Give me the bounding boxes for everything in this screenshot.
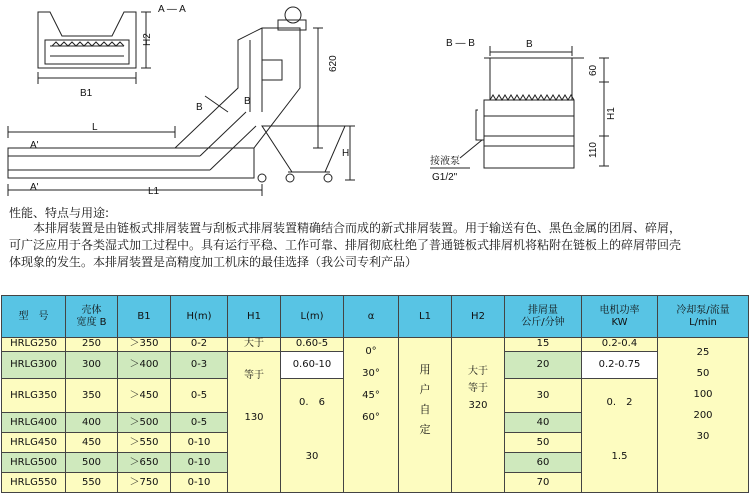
cell-model: HRLG450: [2, 433, 66, 453]
pump-label: 接液泵: [430, 156, 460, 167]
technical-drawing: [0, 0, 689, 200]
cell-h1-a: 大于: [228, 338, 281, 352]
cell-capacity: 70: [505, 473, 582, 493]
cell-width: 350: [66, 379, 118, 413]
dim-b1: B1: [80, 88, 93, 99]
table-row: [2, 338, 749, 352]
table-header-row: [2, 296, 749, 338]
cell-b1: ＞650: [118, 453, 171, 473]
dim-l1: L1: [148, 186, 160, 197]
spec-table: [1, 295, 749, 493]
cell-b1: ＞750: [118, 473, 171, 493]
cell-model: HRLG500: [2, 453, 66, 473]
header-power: 电机功率 KW: [582, 296, 658, 338]
header-h1: H1: [228, 296, 281, 338]
header-b1: B1: [118, 296, 171, 338]
cell-capacity: 15: [505, 338, 582, 352]
section-mark-a-bottom: A': [30, 182, 39, 193]
cell-l-1: 0.60-5: [281, 338, 344, 352]
dim-h1: H1: [606, 107, 617, 120]
cell-b1: ＞500: [118, 413, 171, 433]
intro-title: 性能、特点与用途:: [9, 206, 110, 220]
dim-h2: H2: [142, 33, 153, 46]
cell-b1: ＞550: [118, 433, 171, 453]
cell-h2: 大于 等于 320: [452, 338, 505, 493]
intro-body: 本排屑装置是由链板式排屑装置与刮板式排屑装置精确结合而成的新式排屑装置。用于输送有色、黑色金属的团屑、碎屑，可广泛应用于各类湿式加工过程中。具有运行平稳、工作可靠、排屑彻底杜绝了普通链板式排屑机将粘附在链板上的碎屑带回壳体现象的发生。本排屑装置是高精度加工机床的最佳选择（我公司专利产品）: [9, 221, 682, 269]
cell-capacity: 40: [505, 413, 582, 433]
cell-width: 550: [66, 473, 118, 493]
cell-h: 0-5: [171, 413, 228, 433]
cell-l1: 用 户 自 定: [399, 338, 452, 493]
header-width: 壳体 宽度 B: [66, 296, 118, 338]
header-pump: 冷却泵/流量 L/min: [658, 296, 749, 338]
cell-h: 0-2: [171, 338, 228, 352]
header-alpha: α: [344, 296, 399, 338]
header-l: L(m): [281, 296, 344, 338]
section-mark-b-2: B: [244, 96, 251, 107]
header-l1: L1: [399, 296, 452, 338]
cell-model: HRLG350: [2, 379, 66, 413]
cell-width: 450: [66, 433, 118, 453]
cell-model: HRLG400: [2, 413, 66, 433]
header-capacity: 排屑量 公斤/分钟: [505, 296, 582, 338]
cell-power-rest: 0. 2 1.5: [582, 379, 658, 493]
cell-width: 500: [66, 453, 118, 473]
header-h: H(m): [171, 296, 228, 338]
section-mark-b-1: B: [196, 102, 203, 113]
cell-h: 0-3: [171, 351, 228, 379]
cell-capacity: 50: [505, 433, 582, 453]
cell-l-2: 0.60-10: [281, 351, 344, 379]
cell-width: 250: [66, 338, 118, 352]
cell-h: 0-5: [171, 379, 228, 413]
label-b-b: B — B: [446, 38, 475, 49]
cell-h: 0-10: [171, 433, 228, 453]
cell-h: 0-10: [171, 453, 228, 473]
section-mark-a-top: A': [30, 140, 39, 151]
dim-110: 110: [588, 142, 599, 158]
dim-b: B: [526, 39, 533, 50]
cell-model: HRLG250: [2, 338, 66, 352]
cell-power-1: 0.2-0.4: [582, 338, 658, 352]
cell-h: 0-10: [171, 473, 228, 493]
cell-pump: 25 50 100 200 30: [658, 338, 749, 493]
cell-l-rest: 0. 6 30: [281, 379, 344, 493]
pump-size: G1/2": [432, 172, 458, 183]
dim-60: 60: [588, 64, 599, 76]
cell-model: HRLG300: [2, 351, 66, 379]
cell-capacity: 60: [505, 453, 582, 473]
cell-model: HRLG550: [2, 473, 66, 493]
cell-h1: 等于 130: [228, 351, 281, 492]
dim-620: 620: [328, 55, 339, 72]
dim-h: H: [342, 148, 350, 159]
header-model: 型 号: [2, 296, 66, 338]
cell-capacity: 30: [505, 379, 582, 413]
cell-b1: ＞450: [118, 379, 171, 413]
cell-alpha: 0° 30° 45° 60°: [344, 338, 399, 493]
label-a-a: A — A: [158, 4, 186, 15]
cell-width: 300: [66, 351, 118, 379]
cell-b1: ＞350: [118, 338, 171, 352]
cell-b1: ＞400: [118, 351, 171, 379]
cell-width: 400: [66, 413, 118, 433]
dim-l: L: [92, 122, 98, 133]
cell-power-2: 0.2-0.75: [582, 351, 658, 379]
header-h2: H2: [452, 296, 505, 338]
cell-capacity: 20: [505, 351, 582, 379]
